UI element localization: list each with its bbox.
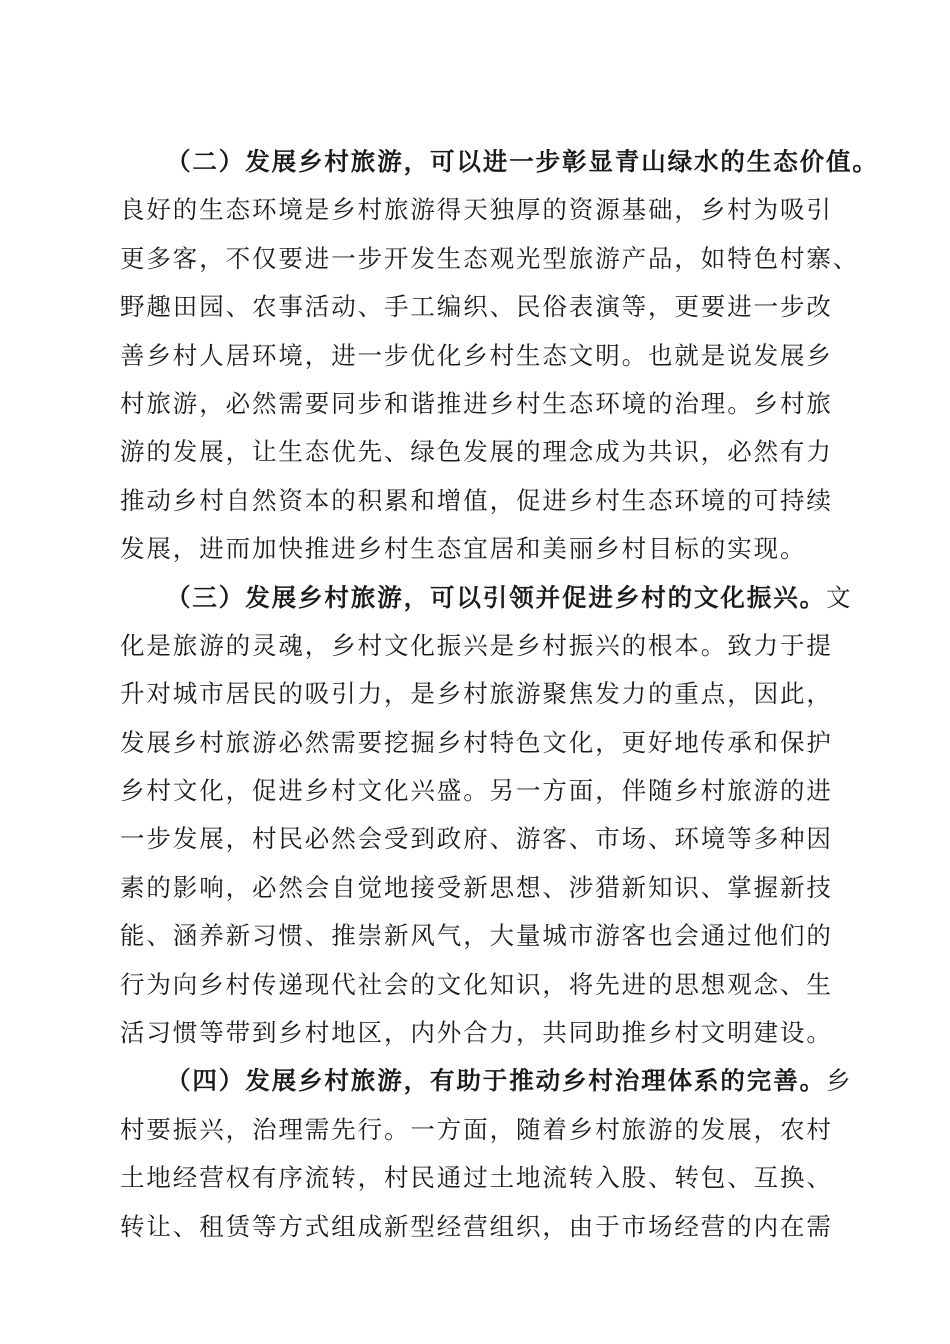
paragraph-3-heading-line [120, 574, 853, 622]
paragraph-2-line-4: 善乡村人居环境，进一步优化乡村生态文明。也就是说发展乡 [120, 340, 833, 370]
paragraph-4-line-3: 转让、租赁等方式组成新型经营组织，由于市场经营的内在需 [120, 1211, 833, 1241]
paragraph-4-line-1: 村要振兴，治理需先行。一方面，随着乡村旅游的发展，农村 [120, 1114, 833, 1144]
body-text [120, 138, 879, 1251]
paragraph-3-line-6: 素的影响，必然会自觉地接受新思想、涉猎新知识、掌握新技 [120, 872, 833, 902]
paragraph-2-line-2: 更多客，不仅要进一步开发生态观光型旅游产品，如特色村寨、 [120, 243, 860, 273]
paragraph-2-line-7: 推动乡村自然资本的积累和增值，促进乡村生态环境的可持续 [120, 485, 833, 515]
paragraph-2-line-1: 良好的生态环境是乡村旅游得天独厚的资源基础，乡村为吸引 [120, 195, 833, 225]
paragraph-3-line-1: 化是旅游的灵魂，乡村文化振兴是乡村振兴的根本。致力于提 [120, 630, 833, 660]
paragraph-3-heading: （三）发展乡村旅游，可以引领并促进乡村的文化振兴。 [166, 582, 826, 612]
paragraph-3-line-8: 行为向乡村传递现代社会的文化知识，将先进的思想观念、生 [120, 969, 833, 999]
paragraph-4-heading: （四）发展乡村旅游，有助于推动乡村治理体系的完善。 [166, 1066, 826, 1096]
paragraph-3-line-2: 升对城市居民的吸引力，是乡村旅游聚焦发力的重点，因此， [120, 679, 833, 709]
paragraph-4-heading-line [120, 1057, 853, 1105]
paragraph-3-line-5: 一步发展，村民必然会受到政府、游客、市场、环境等多种因 [120, 824, 833, 854]
paragraph-3-line-7: 能、涵养新习惯、推崇新风气，大量城市游客也会通过他们的 [120, 921, 833, 951]
paragraph-3-line-9: 活习惯等带到乡村地区，内外合力，共同助推乡村文明建设。 [120, 1018, 833, 1048]
paragraph-2-line-8: 发展，进而加快推进乡村生态宜居和美丽乡村目标的实现。 [120, 534, 807, 564]
paragraph-3-line-3: 发展乡村旅游必然需要挖掘乡村特色文化，更好地传承和保护 [120, 727, 833, 757]
paragraph-3-heading-rest: 文 [826, 582, 853, 612]
paragraph-2-heading: （二）发展乡村旅游，可以进一步彰显青山绿水的生态价值。 [166, 147, 879, 176]
paragraph-4-heading-rest: 乡 [826, 1066, 853, 1096]
paragraph-3-line-4: 乡村文化，促进乡村文化兴盛。另一方面，伴随乡村旅游的进 [120, 776, 833, 806]
paragraph-2-line-5: 村旅游，必然需要同步和谐推进乡村生态环境的治理。乡村旅 [120, 388, 833, 418]
paragraph-2-heading-line [120, 138, 879, 186]
paragraph-4-line-2: 土地经营权有序流转，村民通过土地流转入股、转包、互换、 [120, 1163, 833, 1193]
paragraph-2-line-3: 野趣田园、农事活动、手工编织、民俗表演等，更要进一步改 [120, 292, 833, 322]
paragraph-2-line-6: 游的发展，让生态优先、绿色发展的理念成为共识，必然有力 [120, 437, 833, 467]
